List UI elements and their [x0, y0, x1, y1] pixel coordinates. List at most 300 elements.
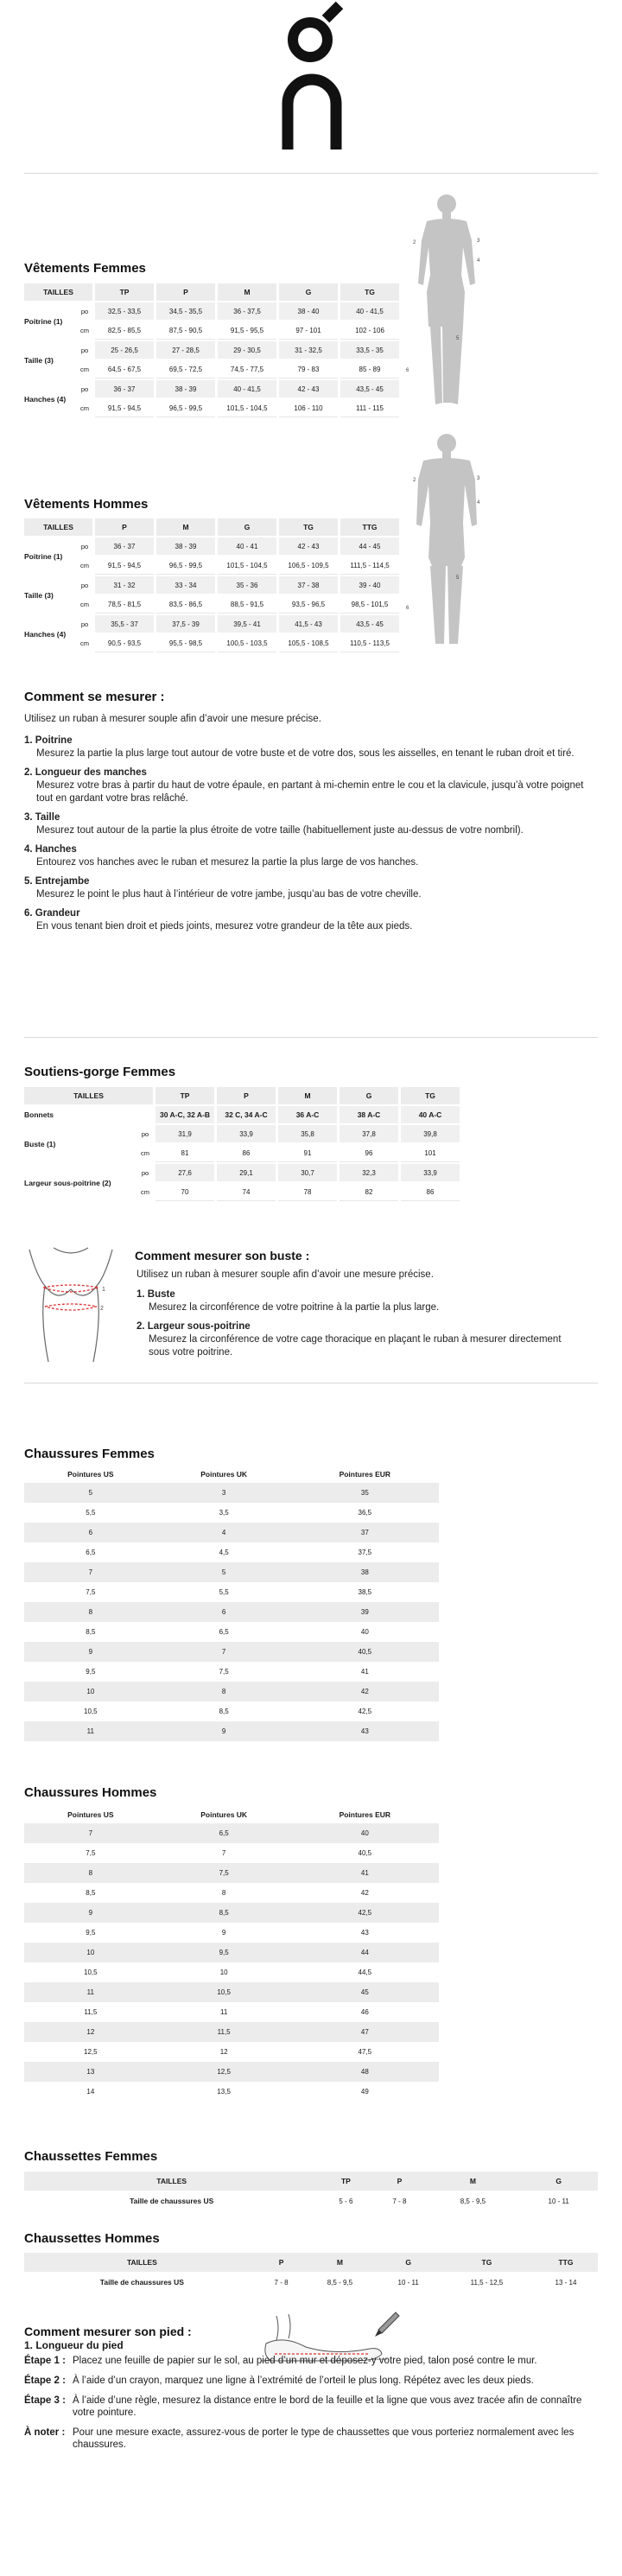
- step-label: Étape 2 :: [24, 2376, 66, 2386]
- table-cell: 82,5 - 85,5: [95, 321, 154, 340]
- column-header: TAILLES: [24, 1087, 153, 1104]
- table-cell: 7 - 8: [392, 2197, 407, 2205]
- column-header: M: [426, 2172, 519, 2191]
- instruction-title: 2. Largeur sous-poitrine: [136, 1321, 251, 1332]
- table-cell: 85 - 89: [340, 360, 399, 378]
- table-cell: 81: [156, 1144, 214, 1162]
- table-row: [24, 2042, 439, 2062]
- bust-measure-intro: Utilisez un ruban à mesurer souple afin d’avoir une mesure précise.: [136, 1269, 434, 1280]
- table-row: [24, 1903, 439, 1923]
- column-header: G: [378, 2253, 440, 2272]
- table-row: [24, 1962, 439, 1982]
- unit-label: cm: [80, 366, 89, 373]
- unit-label: cm: [141, 1149, 149, 1157]
- instruction-title: 2. Longueur des manches: [24, 767, 147, 778]
- table-row: [24, 576, 399, 594]
- table-cell: 7,5: [86, 1849, 96, 1857]
- table-cell: 87,5 - 90,5: [156, 321, 215, 340]
- row-label: Buste (1): [24, 1139, 56, 1148]
- unit-label: cm: [80, 404, 89, 412]
- unit-label: cm: [80, 601, 89, 608]
- table-cell: 5: [24, 1483, 157, 1503]
- column-header: M: [218, 283, 276, 301]
- table-row: [24, 2022, 439, 2042]
- table-cell: 6,5: [157, 1823, 291, 1843]
- row-label: Hanches (4): [24, 629, 67, 639]
- unit-label: cm: [80, 639, 89, 647]
- table-cell: 5: [157, 1562, 291, 1582]
- table-cell: 86: [401, 1183, 460, 1201]
- women-socks-title: Chaussettes Femmes: [24, 2149, 158, 2164]
- table-cell: 95,5 - 98,5: [156, 634, 215, 652]
- table-cell: 6: [157, 1602, 291, 1622]
- instruction-text: Mesurez tout autour de la partie la plus étroite de votre taille (habituellement juste au-dessus de votre nombril).: [36, 825, 524, 836]
- unit-label: po: [80, 581, 89, 589]
- table-cell: 8,5: [86, 1628, 96, 1636]
- table-row: [24, 1602, 439, 1622]
- table-cell: 31,9: [156, 1125, 214, 1142]
- table-cell: 11: [24, 1982, 157, 2002]
- table-cell: 42: [291, 1682, 439, 1701]
- table-cell: 33,9: [401, 1164, 460, 1181]
- table-cell: 40: [360, 1628, 369, 1636]
- table-row: [24, 1483, 439, 1503]
- table-row: [24, 2191, 598, 2211]
- table-cell: 42 - 43: [279, 380, 338, 398]
- table-cell: 37: [291, 1523, 439, 1542]
- table-row: [24, 1662, 439, 1682]
- svg-text:4: 4: [477, 258, 480, 264]
- instruction-title: 3. Taille: [24, 812, 60, 823]
- table-cell: 96: [340, 1144, 398, 1162]
- table-row: [24, 2082, 439, 2102]
- men-shoes-title: Chaussures Hommes: [24, 1785, 157, 1800]
- table-cell: 79 - 83: [279, 360, 338, 378]
- column-header: G: [519, 2172, 598, 2191]
- table-row: [24, 380, 399, 398]
- table-cell: 43,5 - 45: [340, 615, 399, 633]
- step-text: Placez une feuille de papier sur le sol, au pied d’un mur et déposez-y votre pied, talon posé contre le mur.: [73, 2356, 537, 2366]
- table-cell: 42,5: [291, 1903, 439, 1923]
- table-cell: 91,5 - 94,5: [95, 557, 154, 575]
- table-cell: 39: [291, 1602, 439, 1622]
- table-row: [24, 360, 399, 378]
- instruction-title: 4. Hanches: [24, 844, 77, 855]
- table-cell: 10: [24, 1682, 157, 1701]
- table-cell: 7,5: [86, 1588, 96, 1596]
- svg-text:1: 1: [102, 1287, 105, 1293]
- table-row: [24, 557, 399, 575]
- women-apparel-table: [22, 282, 402, 419]
- unit-label: po: [141, 1129, 149, 1138]
- unit-label: cm: [141, 1188, 149, 1196]
- table-cell: 33,9: [217, 1125, 276, 1142]
- cup-size-cell: 38 A-C: [340, 1106, 398, 1123]
- svg-text:2: 2: [100, 1306, 104, 1312]
- table-cell: 8: [221, 1889, 226, 1897]
- table-cell: 8: [157, 1682, 291, 1701]
- women-socks-table: [24, 2172, 598, 2211]
- table-cell: 31 - 32: [95, 576, 154, 594]
- table-cell: 41: [291, 1863, 439, 1883]
- svg-text:2: 2: [413, 240, 416, 245]
- table-cell: 9: [157, 1721, 291, 1741]
- table-cell: 40,5: [358, 1849, 372, 1857]
- table-cell: 8,5: [219, 1708, 229, 1715]
- table-cell: 37 - 38: [279, 576, 338, 594]
- column-header: Pointures US: [67, 1810, 114, 1819]
- table-cell: 8,5 - 9,5: [460, 2197, 486, 2205]
- instruction-text: En vous tenant bien droit et pieds joints, mesurez votre grandeur de la tête aux pieds.: [36, 921, 413, 932]
- men-apparel-table: [22, 517, 402, 654]
- table-cell: 101: [401, 1144, 460, 1162]
- table-cell: 8: [24, 1863, 157, 1883]
- table-cell: 8,5: [157, 1903, 291, 1923]
- unit-label: po: [80, 385, 89, 393]
- table-cell: 47,5: [358, 2048, 372, 2056]
- table-cell: 38 - 39: [156, 537, 215, 555]
- table-row: [24, 302, 399, 320]
- table-row: [24, 634, 399, 652]
- instruction-item: [136, 1320, 568, 1359]
- table-row: [24, 1523, 439, 1542]
- column-header: TAILLES: [24, 2253, 260, 2272]
- unit-label: po: [141, 1168, 149, 1177]
- column-header: Pointures UK: [200, 1470, 248, 1479]
- column-header: TP: [95, 283, 154, 301]
- step-item: [24, 2427, 598, 2451]
- table-cell: 12: [219, 2048, 228, 2056]
- bras-title: Soutiens-gorge Femmes: [24, 1065, 176, 1079]
- table-cell: 25 - 26,5: [95, 341, 154, 359]
- table-cell: 43: [291, 1721, 439, 1741]
- table-cell: 35 - 36: [218, 576, 276, 594]
- table-cell: 83,5 - 86,5: [156, 595, 215, 614]
- column-header: Pointures EUR: [339, 1810, 391, 1819]
- table-cell: 13 - 14: [555, 2278, 577, 2287]
- table-cell: 74: [217, 1183, 276, 1201]
- table-cell: 97 - 101: [279, 321, 338, 340]
- table-row: [24, 1562, 439, 1582]
- table-cell: 111,5 - 114,5: [340, 557, 399, 575]
- table-cell: 8: [24, 1602, 157, 1622]
- table-cell: 6: [24, 1523, 157, 1542]
- table-cell: 9,5: [86, 1668, 96, 1676]
- table-cell: 9,5: [157, 1943, 291, 1962]
- table-cell: 37,5: [358, 1549, 372, 1556]
- table-cell: 40: [291, 1823, 439, 1843]
- header-row: [24, 2253, 598, 2272]
- table-cell: 35,5 - 37: [95, 615, 154, 633]
- table-cell: 7 - 8: [274, 2278, 289, 2287]
- unit-label: po: [80, 307, 89, 315]
- table-cell: 12: [24, 2022, 157, 2042]
- row-label: Poitrine (1): [24, 316, 63, 326]
- table-row: [24, 595, 399, 614]
- table-cell: 35,8: [278, 1125, 337, 1142]
- column-header: Pointures UK: [200, 1810, 248, 1819]
- instruction-title: 6. Grandeur: [24, 908, 80, 919]
- column-header: M: [278, 1087, 337, 1104]
- women-shoes-table: [24, 1466, 439, 1741]
- svg-text:5: 5: [456, 336, 460, 341]
- table-cell: 37,8: [340, 1125, 398, 1142]
- table-cell: 33,5 - 35: [340, 341, 399, 359]
- foot-measure-steps: [24, 2355, 598, 2458]
- instruction-item: [24, 811, 586, 837]
- table-cell: 32,3: [340, 1164, 398, 1181]
- table-cell: 91: [278, 1144, 337, 1162]
- cup-size-cell: 40 A-C: [401, 1106, 460, 1123]
- header-row: [24, 1466, 439, 1483]
- column-header: P: [260, 2253, 303, 2272]
- table-cell: 36 - 37,5: [218, 302, 276, 320]
- table-cell: 14: [86, 2088, 95, 2096]
- men-apparel-title: Vêtements Hommes: [24, 497, 149, 512]
- column-header: Pointures EUR: [339, 1470, 391, 1479]
- table-row: [24, 1164, 460, 1181]
- cup-size-cell: 32 C, 34 A-C: [217, 1106, 276, 1123]
- table-row: [24, 1622, 439, 1642]
- table-cell: 45: [291, 1982, 439, 2002]
- table-row: [24, 1982, 439, 2002]
- table-cell: 10: [219, 1969, 228, 1976]
- table-cell: 39,8: [401, 1125, 460, 1142]
- step-text: À l’aide d’une règle, mesurez la distance entre le bord de la feuille et la ligne que vous avez tracée afin de connaître votre pointure.: [73, 2395, 582, 2418]
- table-cell: 101,5 - 104,5: [218, 399, 276, 417]
- instruction-text: Mesurez la circonférence de votre poitrine à la partie la plus large.: [149, 1302, 440, 1313]
- table-cell: 5,5: [219, 1588, 229, 1596]
- column-header: Pointures US: [67, 1470, 114, 1479]
- column-header: P: [156, 283, 215, 301]
- table-cell: 78: [278, 1183, 337, 1201]
- row-label: Taille (3): [24, 590, 54, 600]
- how-measure-title: Comment se mesurer :: [24, 690, 165, 704]
- table-cell: 7,5: [157, 1863, 291, 1883]
- unit-label: cm: [80, 327, 89, 334]
- table-cell: 42,5: [358, 1708, 372, 1715]
- table-cell: 64,5 - 67,5: [95, 360, 154, 378]
- table-cell: 13,5: [217, 2088, 231, 2096]
- how-measure-instructions: [24, 713, 586, 939]
- column-header: M: [156, 518, 215, 536]
- table-cell: 32,5 - 33,5: [95, 302, 154, 320]
- table-cell: 27,6: [156, 1164, 214, 1181]
- table-cell: 11: [24, 1721, 157, 1741]
- table-cell: 91,5 - 94,5: [95, 399, 154, 417]
- cup-size-cell: 30 A-C, 32 A-B: [156, 1106, 214, 1123]
- table-cell: 69,5 - 72,5: [156, 360, 215, 378]
- column-header: M: [302, 2253, 377, 2272]
- instruction-item: [24, 907, 586, 933]
- table-cell: 36,5: [358, 1509, 372, 1517]
- table-cell: 10: [24, 1943, 157, 1962]
- column-header: TTG: [340, 518, 399, 536]
- table-cell: 88,5 - 91,5: [218, 595, 276, 614]
- table-cell: 30,7: [278, 1164, 337, 1181]
- table-cell: 10 - 11: [548, 2197, 569, 2205]
- divider: [24, 173, 598, 174]
- table-row: [24, 321, 399, 340]
- row-label: Bonnets: [24, 1110, 54, 1119]
- column-header: TG: [340, 283, 399, 301]
- table-cell: 42: [360, 1889, 369, 1897]
- table-cell: 100,5 - 103,5: [218, 634, 276, 652]
- table-cell: 13: [24, 2062, 157, 2082]
- table-row: [24, 1721, 439, 1741]
- table-cell: 33 - 34: [156, 576, 215, 594]
- table-cell: 12,5: [84, 2048, 98, 2056]
- table-cell: 5,5: [86, 1509, 96, 1517]
- table-row: [24, 1843, 439, 1863]
- table-cell: 36 - 37: [95, 380, 154, 398]
- svg-text:3: 3: [477, 476, 480, 481]
- table-cell: 10,5: [84, 1969, 98, 1976]
- table-row: [24, 615, 399, 633]
- step-item: [24, 2375, 598, 2387]
- column-header: TAILLES: [24, 518, 92, 536]
- men-socks-title: Chaussettes Hommes: [24, 2231, 160, 2246]
- column-header: P: [95, 518, 154, 536]
- table-row: [24, 1582, 439, 1602]
- table-row: [24, 2062, 439, 2082]
- instruction-item: [24, 875, 586, 901]
- instruction-text: Mesurez le point le plus haut à l’intérieur de votre jambe, jusqu’au bas de votre cheville.: [36, 889, 422, 900]
- table-cell: 34,5 - 35,5: [156, 302, 215, 320]
- table-cell: 7,5: [219, 1668, 229, 1676]
- svg-text:2: 2: [413, 478, 416, 483]
- table-cell: 11,5: [157, 2022, 291, 2042]
- table-cell: 93,5 - 96,5: [279, 595, 338, 614]
- table-cell: 36 - 37: [95, 537, 154, 555]
- step-text: Pour une mesure exacte, assurez-vous de porter le type de chaussettes que vous porteriez normalement avec les chaussures.: [73, 2427, 574, 2450]
- table-row: [24, 1923, 439, 1943]
- table-cell: 11,5 - 12,5: [470, 2278, 504, 2287]
- table-cell: 47: [291, 2022, 439, 2042]
- column-header: TTG: [534, 2253, 598, 2272]
- bonnets-row: [24, 1106, 460, 1123]
- table-row: [24, 1642, 439, 1662]
- foot-measure-title: Comment mesurer son pied :: [24, 2325, 192, 2338]
- table-cell: 43: [360, 1929, 369, 1937]
- svg-text:6: 6: [406, 368, 409, 373]
- table-cell: 98,5 - 101,5: [340, 595, 399, 614]
- instruction-text: Entourez vos hanches avec le ruban et mesurez la partie la plus large de vos hanches.: [36, 857, 419, 868]
- column-header: G: [340, 1087, 398, 1104]
- unit-label: po: [80, 346, 89, 354]
- instruction-text: Mesurez la circonférence de votre cage thoracique en plaçant le ruban à mesurer directement sous votre poitrine.: [149, 1334, 562, 1358]
- table-row: [24, 1883, 439, 1903]
- table-cell: 9: [24, 1903, 157, 1923]
- table-cell: 78,5 - 81,5: [95, 595, 154, 614]
- svg-text:5: 5: [456, 576, 460, 581]
- table-cell: 7: [24, 1823, 157, 1843]
- table-row: [24, 1125, 460, 1142]
- divider: [24, 1037, 598, 1038]
- unit-label: po: [80, 542, 89, 550]
- table-cell: 10 - 11: [397, 2278, 419, 2287]
- table-cell: 96,5 - 99,5: [156, 399, 215, 417]
- table-cell: 41,5 - 43: [279, 615, 338, 633]
- table-cell: 44: [291, 1943, 439, 1962]
- table-cell: 3: [157, 1483, 291, 1503]
- step-label: À noter :: [24, 2427, 66, 2438]
- table-row: [24, 537, 399, 555]
- table-cell: 8,5 - 9,5: [327, 2278, 353, 2287]
- table-cell: 29 - 30,5: [218, 341, 276, 359]
- table-cell: 96,5 - 99,5: [156, 557, 215, 575]
- table-cell: 37,5 - 39: [156, 615, 215, 633]
- table-cell: 35: [291, 1483, 439, 1503]
- table-cell: 46: [360, 2008, 369, 2016]
- on-logo: [269, 7, 355, 154]
- row-label: Taille (3): [24, 355, 54, 365]
- table-cell: 110,5 - 113,5: [340, 634, 399, 652]
- table-row: [24, 2272, 598, 2293]
- svg-text:3: 3: [477, 239, 480, 244]
- table-cell: 48: [291, 2062, 439, 2082]
- instruction-item: [24, 843, 586, 869]
- table-cell: 106,5 - 109,5: [279, 557, 338, 575]
- table-cell: 106 - 110: [279, 399, 338, 417]
- table-cell: 9,5: [86, 1929, 96, 1937]
- table-cell: 44 - 45: [340, 537, 399, 555]
- table-cell: 11: [220, 2008, 228, 2016]
- header-row: [24, 2172, 598, 2191]
- table-cell: 4,5: [219, 1549, 229, 1556]
- column-header: TG: [440, 2253, 534, 2272]
- table-cell: 38: [291, 1562, 439, 1582]
- instruction-item: [136, 1288, 568, 1314]
- table-cell: 9: [221, 1929, 226, 1937]
- table-cell: 11,5: [84, 2008, 98, 2016]
- table-cell: 40,5: [291, 1642, 439, 1662]
- step-label: Étape 3 :: [24, 2395, 66, 2406]
- table-cell: 39,5 - 41: [218, 615, 276, 633]
- table-cell: 3,5: [219, 1509, 229, 1517]
- table-cell: 90,5 - 93,5: [95, 634, 154, 652]
- header-row: [24, 283, 399, 301]
- table-cell: 12,5: [157, 2062, 291, 2082]
- unit-label: po: [80, 620, 89, 628]
- table-cell: 9: [24, 1642, 157, 1662]
- table-cell: 40 - 41: [218, 537, 276, 555]
- female-body-figure: [408, 188, 486, 422]
- header-row: [24, 1807, 439, 1823]
- table-cell: 43,5 - 45: [340, 380, 399, 398]
- women-shoes-title: Chaussures Femmes: [24, 1447, 155, 1461]
- column-header: P: [217, 1087, 276, 1104]
- table-cell: 10,5: [157, 1982, 291, 2002]
- men-socks-table: [24, 2253, 598, 2293]
- table-cell: 70: [156, 1183, 214, 1201]
- table-cell: 86: [217, 1144, 276, 1162]
- men-shoes-table: [24, 1807, 439, 2102]
- row-label: Hanches (4): [24, 394, 67, 404]
- step-item: [24, 2355, 598, 2367]
- step-label: Étape 1 :: [24, 2356, 66, 2366]
- instruction-title: 1. Buste: [136, 1289, 175, 1300]
- svg-text:6: 6: [406, 606, 409, 611]
- table-row: [24, 1682, 439, 1701]
- column-header: TP: [156, 1087, 214, 1104]
- instruction-text: Mesurez la partie la plus large tout autour de votre buste et de votre dos, sous les aisselles, en tenant le ruban droit et tiré.: [36, 748, 574, 759]
- table-row: [24, 1503, 439, 1523]
- instruction-text: Mesurez votre bras à partir du haut de votre épaule, en partant à mi-chemin entre le cou et la clavicule, jusqu’à votre poignet tout en gardant votre bras relâché.: [36, 780, 584, 804]
- how-measure-intro: Utilisez un ruban à mesurer souple afin d’avoir une mesure précise.: [24, 714, 321, 724]
- bust-measure-title: Comment mesurer son buste :: [135, 1249, 310, 1263]
- column-header: TAILLES: [24, 283, 92, 301]
